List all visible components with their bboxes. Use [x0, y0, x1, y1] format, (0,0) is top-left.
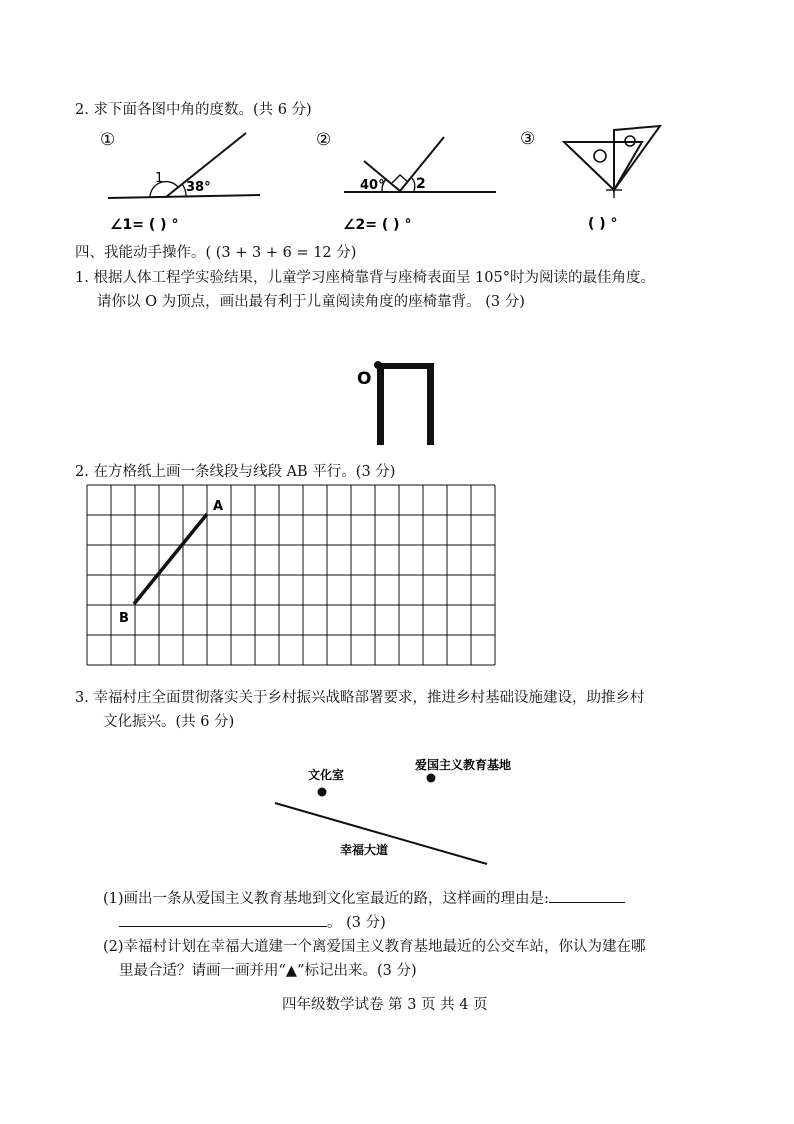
fig1-mark: ①	[100, 130, 116, 150]
fig2-answer: ∠2= ( ) °	[343, 217, 412, 233]
fig1-given-angle: 38°	[186, 180, 211, 195]
chair-figure	[350, 355, 450, 450]
q2-heading: 2. 求下面各图中角的度数。(共 6 分)	[75, 102, 312, 118]
road-label: 幸福大道	[340, 843, 389, 857]
angle-figure-3	[518, 120, 678, 232]
answer-blank-1[interactable]	[549, 888, 625, 903]
point-a-label: A	[213, 499, 224, 514]
segment-ab	[134, 514, 207, 604]
q3-sub2-line1: (2)幸福村计划在幸福大道建一个离爱国主义教育基地最近的公交车站，你认为建在哪	[103, 939, 646, 955]
q3-line1: 3. 幸福村庄全面贯彻落实关于乡村振兴战略部署要求，推进乡村基础设施建设，助推乡村	[75, 690, 645, 706]
fig2-angle-label: 2	[416, 176, 426, 192]
section4-heading: 四、我能动手操作。( (3 + 3 + 6 = 12 分)	[75, 245, 357, 261]
grid-paper[interactable]	[86, 484, 498, 668]
fig1-answer: ∠1= ( ) °	[110, 217, 179, 233]
fig2-given-angle: 40°	[360, 178, 385, 193]
fig2-mark: ②	[316, 130, 332, 150]
culture-room-point	[318, 788, 327, 797]
education-base-point	[427, 774, 436, 783]
q3-sub2-line2: 里最合适？请画一画并用“▲”标记出来。(3 分)	[119, 963, 417, 979]
q3-sub1-text: (1)画出一条从爱国主义教育基地到文化室最近的路，这样画的理由是:	[103, 891, 549, 907]
q3-sub1-suffix: 。 (3 分)	[327, 915, 386, 931]
fig3-mark: ③	[520, 129, 536, 149]
culture-room-label: 文化室	[308, 768, 345, 782]
answer-blank-2[interactable]	[119, 912, 327, 927]
q1-line2: 请你以 O 为顶点，画出最有利于儿童阅读角度的座椅靠背。 (3 分)	[97, 294, 525, 310]
village-map	[270, 750, 512, 870]
fig1-angle-label: 1	[155, 171, 164, 186]
angle-figure-2	[316, 125, 506, 235]
q3-line2: 文化振兴。(共 6 分)	[103, 714, 235, 730]
page-footer: 四年级数学试卷 第 3 页 共 4 页	[282, 997, 488, 1013]
fig3-answer: ( ) °	[588, 216, 618, 232]
point-b-label: B	[119, 611, 129, 626]
grid-question: 2. 在方格纸上画一条线段与线段 AB 平行。(3 分)	[75, 464, 396, 480]
q3-sub1-line1	[103, 887, 625, 908]
angle-figure-1	[100, 125, 280, 235]
q3-sub1-line2	[119, 911, 386, 932]
q1-line1: 1. 根据人体工程学实验结果，儿童学习座椅靠背与座椅表面呈 105°时为阅读的最佳角度。	[75, 270, 655, 286]
vertex-o-label: O	[357, 369, 372, 389]
education-base-label: 爱国主义教育基地	[415, 758, 512, 772]
